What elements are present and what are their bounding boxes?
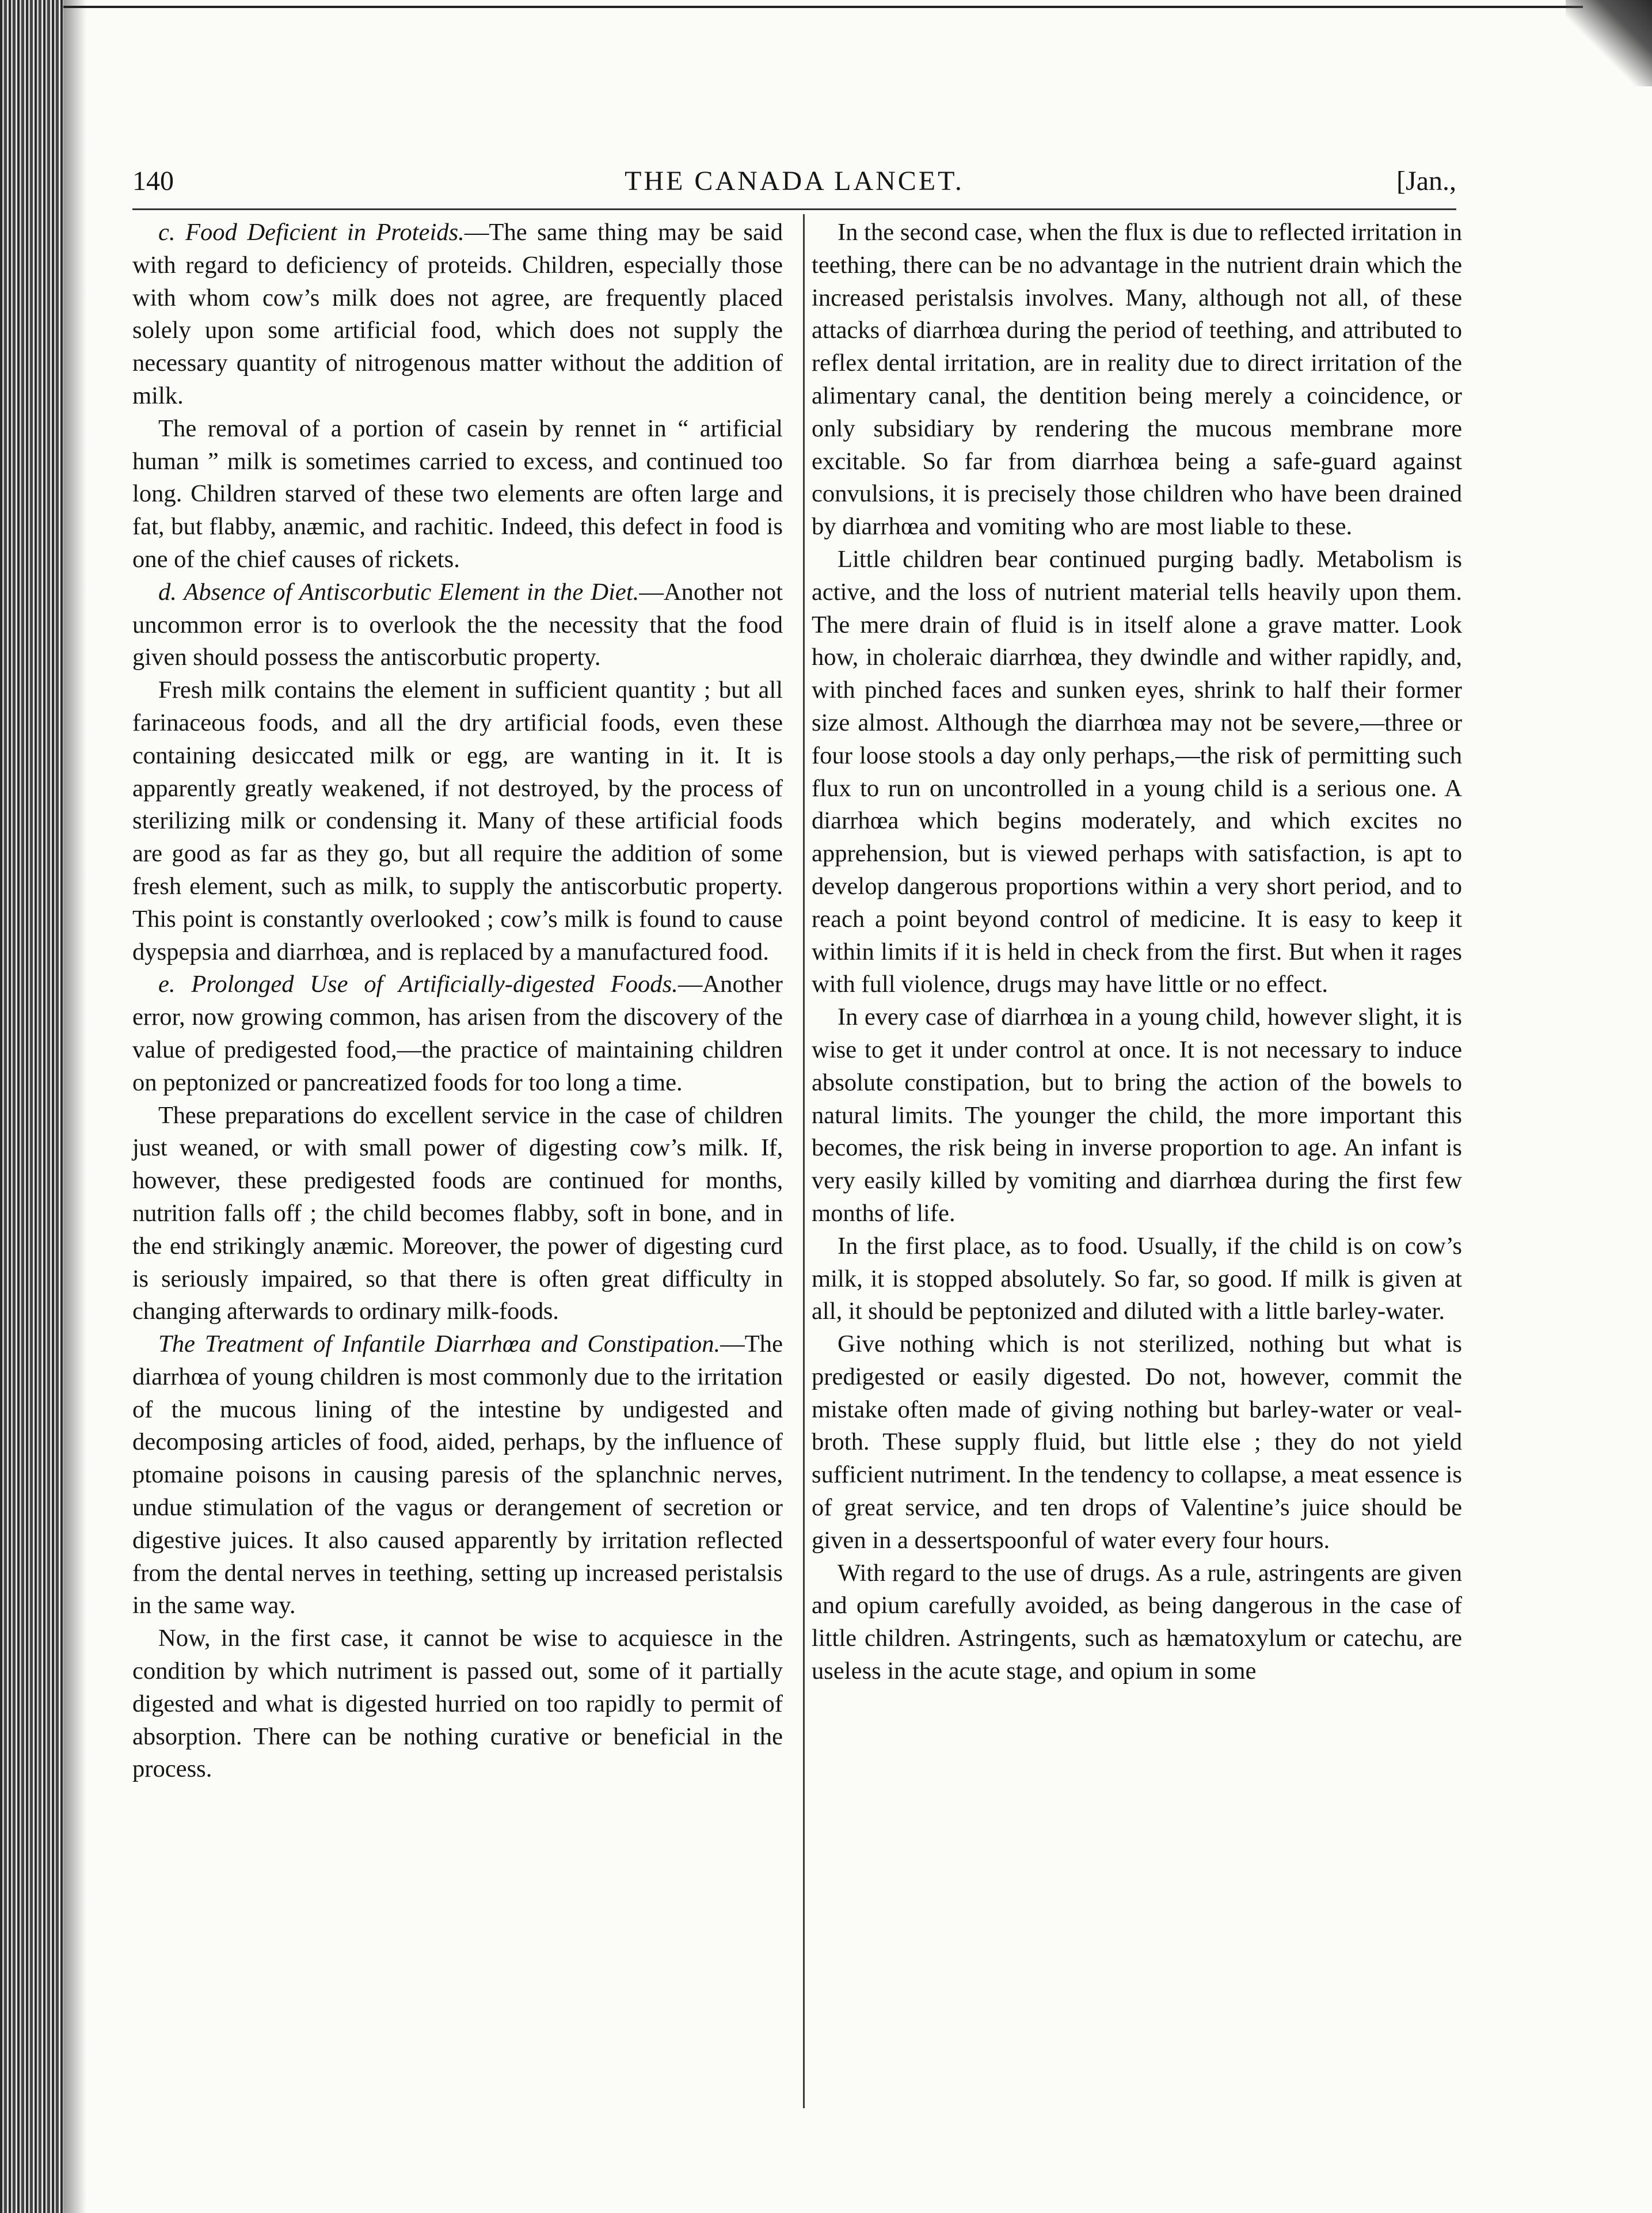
running-header [132, 161, 1456, 201]
paragraph-text: In the first place, as to food. Usually, if the child is on cow’s milk, it is stopped absolutely. So far, so good. If milk is given at all, it should be peptonized and diluted with a little barley-water. [812, 1232, 1462, 1325]
page-corner-shadow [1566, 0, 1652, 86]
paragraph-casein-removal [132, 413, 783, 576]
paragraph-text: With regard to the use of drugs. As a rule, astringents are given and opium carefully avoided, as being dangerous in the case of little children. Astringents, such as hæmatoxylum or catechu, are useless in the acute stage, and opium in some [812, 1559, 1462, 1685]
paragraph-use-of-drugs [812, 1557, 1462, 1688]
paragraph-text: Give nothing which is not sterilized, nothing but what is predigested or easily digested. Do not, however, commit the mistake often made of giving nothing but barley-water or veal-broth. These supply fluid, but little else ; they do not yield sufficient nutriment. In the tendency to collapse, a meat essence is of great service, and ten drops of Valentine’s juice should be given in a dessertspoonful of water every four hours. [812, 1330, 1462, 1554]
paragraph-every-case [812, 1001, 1462, 1230]
section-heading: d. Absence of Antiscorbutic Element in the Diet. [158, 578, 640, 606]
paragraph-text: The removal of a portion of casein by rennet in “ artificial human ” milk is sometimes carried to excess, and continued too long. Children starved of these two elements are often large and fat, but flabby, anæmic, and rachitic. Indeed, this defect in food is one of the chief causes of rickets. [132, 415, 783, 573]
header-rule [132, 208, 1456, 210]
paragraph-food-deficient-in-proteids [132, 216, 783, 413]
journal-title: THE CANADA LANCET. [625, 166, 964, 196]
paragraph-text: Now, in the first case, it cannot be wise to acquiesce in the condition by which nutriment is passed out, some of it partially digested and what is digested hurried on too rapidly to permit of absorption. There can be nothing curative or beneficial in the process. [132, 1625, 783, 1783]
section-heading: e. Prolonged Use of Artificially-digested Foods. [158, 971, 678, 998]
paragraph-artificially-digested-foods [132, 968, 783, 1099]
column-divider [803, 214, 805, 2108]
paragraph-as-to-food [812, 1230, 1462, 1328]
paragraph-preparations-service [132, 1100, 783, 1329]
section-heading: The Treatment of Infantile Diarrhœa and Constipation. [158, 1330, 721, 1358]
paragraph-treatment-of-infantile-diarrhoea [132, 1328, 783, 1622]
paragraph-antiscorbutic-element [132, 576, 783, 674]
book-binding-edge [0, 0, 63, 2213]
paragraph-purging [812, 543, 1462, 1001]
paragraph-text: —The diarrhœa of young children is most commonly due to the irritation of the mucous lining of the intestine by undigested and decomposing articles of food, aided, perhaps, by the influence of ptomaine poisons in causing paresis of the splanchnic nerves, undue stimulation of the vagus or derangement of secretion or digestive juices. It also caused apparently by irritation reflected from the dental nerves in teething, setting up increased peristalsis in the same way. [132, 1330, 783, 1619]
issue-date-tag: [Jan., [1396, 166, 1456, 196]
paragraph-text: These preparations do excellent service in the case of children just weaned, or with small power of digesting cow’s milk. If, however, these predigested foods are continued for months, nutrition falls off ; the child becomes flabby, soft in bone, and in the end strikingly anæmic. Moreover, the power of digesting curd is seriously impaired, so that there is often great difficulty in changing afterwards to ordinary milk-foods. [132, 1101, 783, 1325]
paragraph-second-case [812, 216, 1462, 543]
paragraph-text: —Another not uncommon error is to overlook the the necessity that the food given should possess the antiscorbutic property. [132, 578, 783, 671]
section-heading: c. Food Deficient in Proteids. [158, 219, 465, 246]
paragraph-first-case [132, 1622, 783, 1786]
page-top-edge [63, 6, 1583, 8]
paragraph-text: Little children bear continued purging badly. Metabolism is active, and the loss of nutrient material tells heavily upon them. The mere drain of fluid is in itself alone a grave matter. Look how, in choleraic diarrhœa, they dwindle and wither rapidly, and, with pinched faces and sunken eyes, shrink to half their former size almost. Although the diarrhœa may not be severe,—three or four loose stools a day only perhaps,—the risk of permitting such flux to run on uncontrolled in a young child is a serious one. A diarrhœa which begins moderately, and which excites no apprehension, but is viewed perhaps with satisfaction, is apt to develop dangerous proportions within a very short period, and to reach a point beyond control of medicine. It is easy to keep it within limits if it is held in check from the first. But when it rages with full violence, drugs may have little or no effect. [812, 545, 1462, 998]
paragraph-give-nothing [812, 1328, 1462, 1557]
paragraph-text: —Another error, now growing common, has arisen from the discovery of the value of predigested food,—the practice of maintaining children on peptonized or pancreatized foods for too long a time. [132, 971, 783, 1096]
page-number: 140 [132, 166, 174, 196]
paragraph-text: In the second case, when the flux is due to reflected irritation in teething, there can be no advantage in the nutrient drain which the increased peristalsis involves. Many, although not all, of these attacks of diarrhœa during the period of teething, and attributed to reflex dental irritation, are in reality due to direct irritation of the alimentary canal, the dentition being merely a coincidence, or only subsidiary by rendering the mucous membrane more excitable. So far from diarrhœa being a safe-guard against convulsions, it is precisely those children who have been drained by diarrhœa and vomiting who are most liable to these. [812, 219, 1462, 541]
left-column [132, 216, 783, 1786]
binding-shadow [63, 0, 86, 2213]
paragraph-text: —The same thing may be said with regard to deficiency of proteids. Children, especially those with whom cow’s milk does not agree, are frequently placed solely upon some artificial food, which does not supply the necessary quantity of nitrogenous matter without the addition of milk. [132, 219, 783, 409]
right-column [812, 216, 1462, 1688]
paragraph-fresh-milk [132, 674, 783, 968]
paragraph-text: In every case of diarrhœa in a young child, however slight, it is wise to get it under control at once. It is not necessary to induce absolute constipation, but to bring the action of the bowels to natural limits. The younger the child, the more important this becomes, the risk being in inverse proportion to age. An infant is very easily killed by vomiting and diarrhœa during the first few months of life. [812, 1003, 1462, 1227]
paragraph-text: Fresh milk contains the element in sufficient quantity ; but all farinaceous foods, and all the dry artificial foods, even these containing desiccated milk or egg, are wanting in it. It is apparently greatly weakened, if not destroyed, by the process of sterilizing milk or condensing it. Many of these artificial foods are good as far as they go, but all require the addition of some fresh element, such as milk, to supply the antiscorbutic property. This point is constantly overlooked ; cow’s milk is found to cause dyspepsia and diarrhœa, and is replaced by a manufactured food. [132, 676, 783, 965]
